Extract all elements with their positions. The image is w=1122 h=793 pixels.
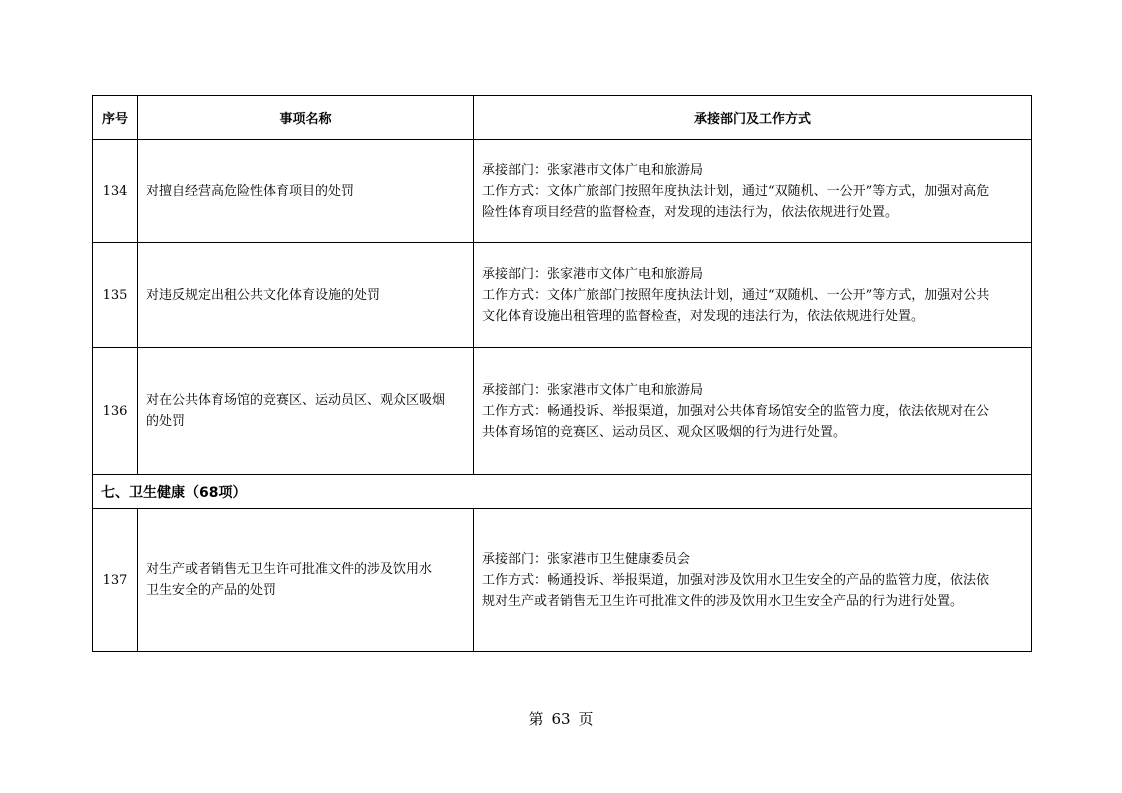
table-row [93,243,1032,348]
department-cell [474,140,1032,243]
method-line: 工作方式：文体广旅部门按照年度执法计划，通过“双随机、一公开”等方式，加强对公共 [482,287,990,303]
table-row [93,509,1032,652]
method-line: 工作方式：畅通投诉、举报渠道，加强对公共体育场馆安全的监管力度，依法依规对在公 [482,403,990,419]
method-line: 规对生产或者销售无卫生许可批准文件的涉及饮用水卫生安全产品的行为进行处置。 [482,593,964,609]
item-name-line: 对在公共体育场馆的竞赛区、运动员区、观众区吸烟 [146,393,446,408]
items-table [92,95,1032,652]
section-title: 七、卫生健康（68项） [93,475,1032,509]
page-suffix: 页 [578,710,594,728]
item-name-line: 的处罚 [146,414,186,429]
department-line: 承接部门：张家港市文体广电和旅游局 [482,382,704,398]
row-number: 134 [93,140,138,243]
department-cell [474,348,1032,475]
department-line: 承接部门：张家港市文体广电和旅游局 [482,162,704,178]
method-line: 工作方式：文体广旅部门按照年度执法计划，通过“双随机、一公开”等方式，加强对高危 [482,183,990,199]
row-number: 137 [93,509,138,652]
page-number [0,708,1122,729]
item-name: 对违反规定出租公共文化体育设施的处罚 [138,243,474,348]
item-name-cell [138,348,474,475]
method-line: 共体育场馆的竞赛区、运动员区、观众区吸烟的行为进行处置。 [482,424,847,440]
row-number: 135 [93,243,138,348]
page-value: 63 [551,710,571,728]
page-prefix: 第 [528,710,544,728]
section-row [93,475,1032,509]
item-name-cell [138,509,474,652]
header-name: 事项名称 [138,96,474,140]
department-cell [474,509,1032,652]
item-name: 对擅自经营高危险性体育项目的处罚 [138,140,474,243]
table-row [93,348,1032,475]
method-line: 险性体育项目经营的监督检查，对发现的违法行为，依法依规进行处置。 [482,204,899,220]
department-cell [474,243,1032,348]
row-number: 136 [93,348,138,475]
item-name-line: 卫生安全的产品的处罚 [146,583,277,598]
department-line: 承接部门：张家港市文体广电和旅游局 [482,266,704,282]
department-line: 承接部门：张家港市卫生健康委员会 [482,551,691,567]
item-name-line: 对生产或者销售无卫生许可批准文件的涉及饮用水 [146,562,433,577]
method-line: 文化体育设施出租管理的监督检查，对发现的违法行为，依法依规进行处置。 [482,308,925,324]
table-row [93,140,1032,243]
table-header-row [93,96,1032,140]
method-line: 工作方式：畅通投诉、举报渠道，加强对涉及饮用水卫生安全的产品的监管力度，依法依 [482,572,990,588]
header-no: 序号 [93,96,138,140]
header-dept: 承接部门及工作方式 [474,96,1032,140]
